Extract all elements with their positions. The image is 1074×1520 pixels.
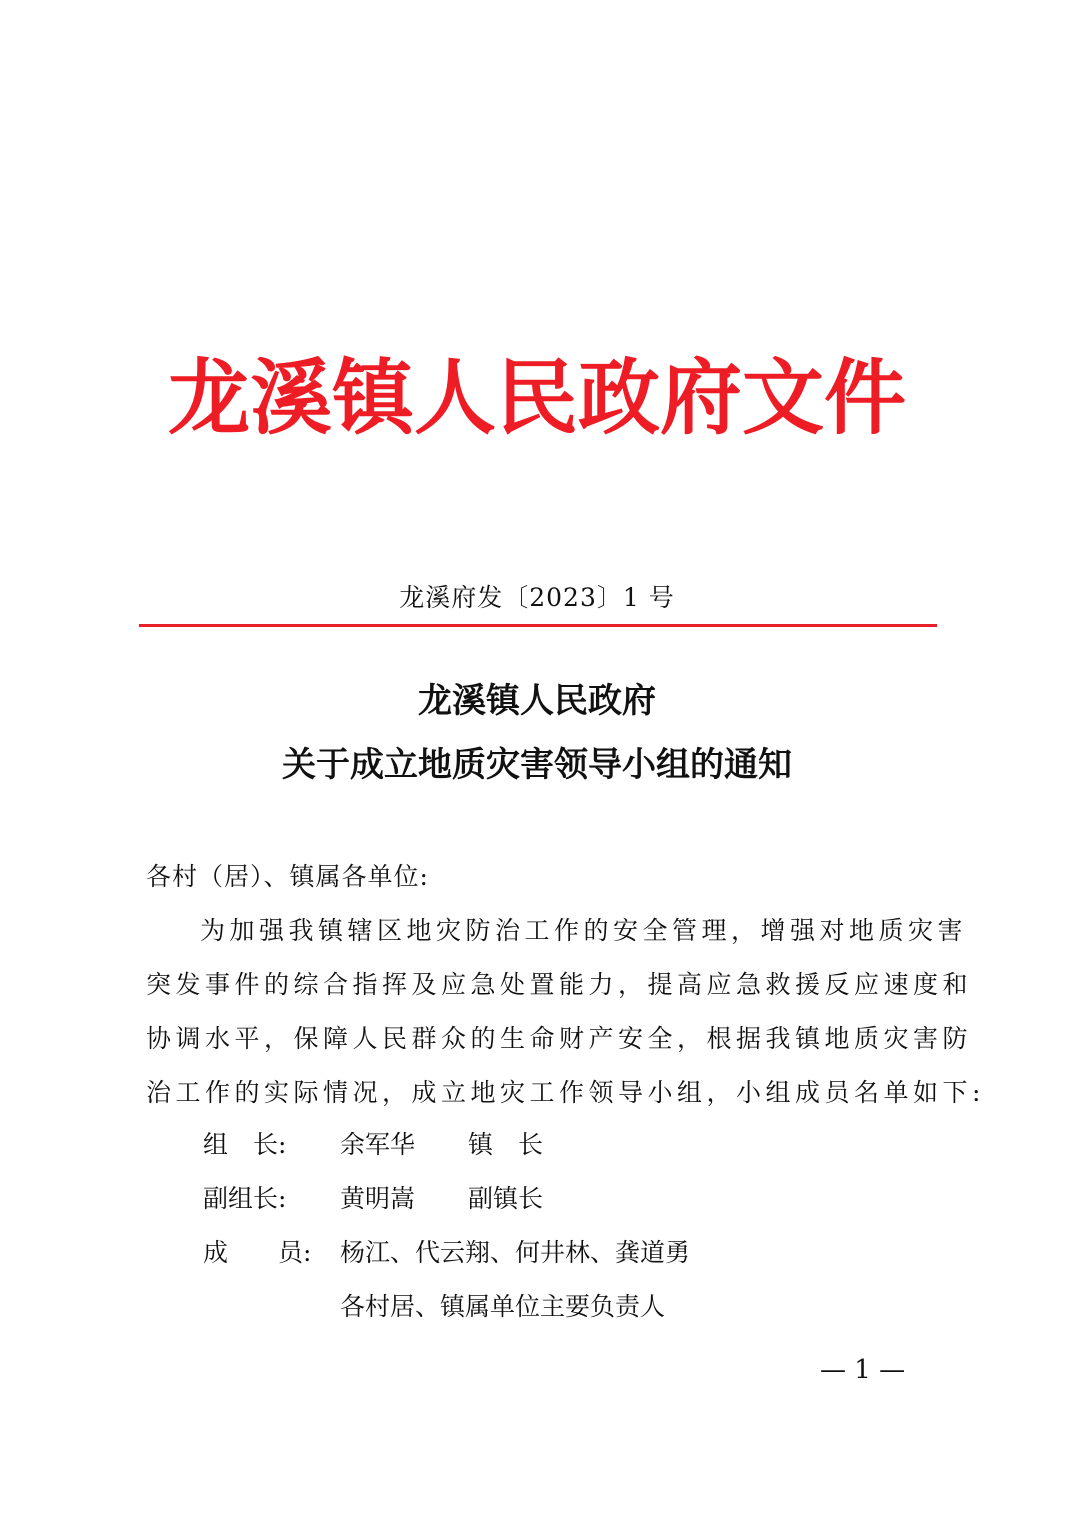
member-names: 杨江、代云翔、何井林、龚道勇 xyxy=(340,1238,691,1267)
deputy-leader-name: 黄明嵩 xyxy=(340,1184,416,1213)
paragraph-line: 协调水平，保障人民群众的生命财产安全，根据我镇地质灾害防 xyxy=(146,1024,973,1053)
document-masthead: 龙溪镇人民政府文件 xyxy=(167,350,906,446)
paragraph-line: 治工作的实际情况，成立地灾工作领导小组，小组成员名单如下: xyxy=(146,1078,985,1107)
salutation: 各村（居）、镇属各单位: xyxy=(146,862,429,891)
document-title-line-2: 关于成立地质灾害领导小组的通知 xyxy=(282,745,792,785)
paragraph-line: 突发事件的综合指挥及应急处置能力，提高应急救援反应速度和 xyxy=(146,970,973,999)
page-number: — 1 — xyxy=(820,1355,906,1385)
deputy-leader-label: 副组长: xyxy=(203,1184,287,1213)
red-separator-line xyxy=(139,624,937,627)
leader-label: 组 长: xyxy=(203,1130,287,1159)
leader-title: 镇 长 xyxy=(468,1130,544,1159)
paragraph-line: 为加强我镇辖区地灾防治工作的安全管理，增强对地质灾害 xyxy=(200,916,968,945)
member-label: 成 员: xyxy=(203,1238,312,1267)
document-title-line-1: 龙溪镇人民政府 xyxy=(418,681,656,721)
member-extra: 各村居、镇属单位主要负责人 xyxy=(340,1292,666,1321)
document-number: 龙溪府发〔2023〕1 号 xyxy=(399,583,675,612)
leader-name: 余军华 xyxy=(340,1130,416,1159)
deputy-leader-title: 副镇长 xyxy=(468,1184,544,1213)
